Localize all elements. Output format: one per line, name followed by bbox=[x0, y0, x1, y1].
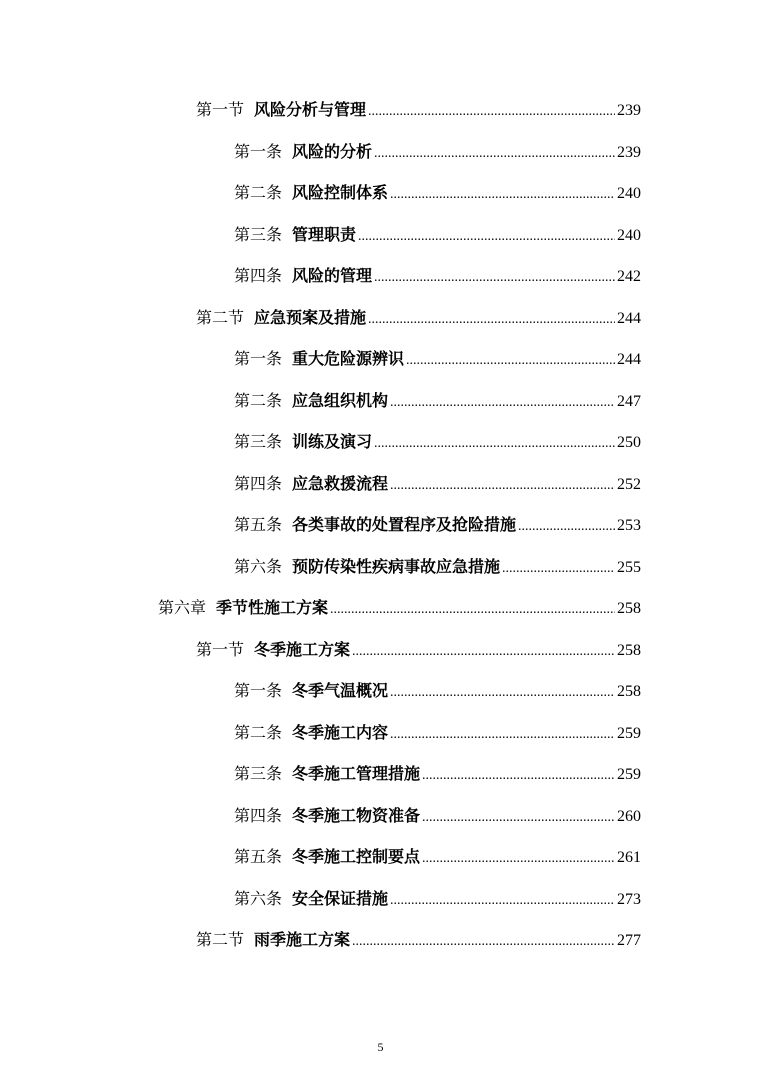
entry-prefix: 第三条 bbox=[234, 432, 283, 451]
toc-entry[interactable] bbox=[234, 468, 641, 500]
dot-leader bbox=[422, 843, 615, 875]
entry-page-number: 242 bbox=[617, 268, 641, 285]
entry-title: 管理职责 bbox=[292, 225, 357, 244]
entry-page-number: 239 bbox=[617, 144, 641, 161]
entry-page-number: 258 bbox=[617, 600, 641, 617]
entry-title: 冬季施工物资准备 bbox=[292, 806, 421, 825]
entry-prefix: 第五条 bbox=[234, 847, 283, 866]
entry-prefix: 第六章 bbox=[158, 598, 207, 617]
dot-leader bbox=[368, 304, 615, 336]
entry-prefix: 第一条 bbox=[234, 681, 283, 700]
entry-title: 风险分析与管理 bbox=[254, 100, 367, 119]
entry-page-number: 259 bbox=[617, 766, 641, 783]
entry-prefix: 第六条 bbox=[234, 889, 283, 908]
entry-prefix: 第二条 bbox=[234, 723, 283, 742]
entry-prefix: 第二节 bbox=[196, 308, 245, 327]
dot-leader bbox=[352, 926, 615, 958]
dot-leader bbox=[352, 636, 615, 668]
entry-prefix: 第二条 bbox=[234, 183, 283, 202]
dot-leader bbox=[358, 221, 615, 253]
toc-entry[interactable] bbox=[196, 94, 641, 126]
entry-page-number: 258 bbox=[617, 642, 641, 659]
entry-title: 训练及演习 bbox=[292, 432, 373, 451]
entry-title: 风险的分析 bbox=[292, 142, 373, 161]
toc-entry[interactable] bbox=[234, 675, 641, 707]
entry-title: 应急预案及措施 bbox=[254, 308, 367, 327]
dot-leader bbox=[390, 470, 615, 502]
dot-leader bbox=[374, 138, 615, 170]
toc-entry[interactable] bbox=[196, 634, 641, 666]
dot-leader bbox=[374, 262, 615, 294]
dot-leader bbox=[390, 885, 615, 917]
entry-title: 冬季施工方案 bbox=[254, 640, 351, 659]
entry-prefix: 第一节 bbox=[196, 640, 245, 659]
toc-entry[interactable] bbox=[234, 883, 641, 915]
entry-page-number: 240 bbox=[617, 185, 641, 202]
dot-leader bbox=[330, 594, 615, 626]
entry-title: 雨季施工方案 bbox=[254, 930, 351, 949]
entry-title: 风险控制体系 bbox=[292, 183, 389, 202]
entry-page-number: 277 bbox=[617, 932, 641, 949]
dot-leader bbox=[502, 553, 615, 585]
toc-entry[interactable] bbox=[234, 343, 641, 375]
toc-entry[interactable] bbox=[234, 758, 641, 790]
entry-page-number: 273 bbox=[617, 891, 641, 908]
dot-leader bbox=[422, 760, 615, 792]
entry-page-number: 261 bbox=[617, 849, 641, 866]
toc-entry[interactable] bbox=[234, 800, 641, 832]
dot-leader bbox=[390, 677, 615, 709]
toc-entry[interactable] bbox=[158, 592, 641, 624]
entry-page-number: 258 bbox=[617, 683, 641, 700]
entry-page-number: 244 bbox=[617, 310, 641, 327]
toc-entry[interactable] bbox=[234, 717, 641, 749]
entry-title: 重大危险源辨识 bbox=[292, 349, 405, 368]
toc-entry[interactable] bbox=[234, 260, 641, 292]
entry-title: 冬季施工内容 bbox=[292, 723, 389, 742]
entry-page-number: 239 bbox=[617, 102, 641, 119]
toc-entry[interactable] bbox=[234, 841, 641, 873]
dot-leader bbox=[374, 428, 615, 460]
entry-prefix: 第一节 bbox=[196, 100, 245, 119]
entry-prefix: 第四条 bbox=[234, 806, 283, 825]
entry-page-number: 240 bbox=[617, 227, 641, 244]
toc-entry[interactable] bbox=[234, 509, 641, 541]
entry-prefix: 第一条 bbox=[234, 142, 283, 161]
entry-page-number: 260 bbox=[617, 808, 641, 825]
entry-prefix: 第二条 bbox=[234, 391, 283, 410]
entry-prefix: 第一条 bbox=[234, 349, 283, 368]
entry-title: 冬季气温概况 bbox=[292, 681, 389, 700]
dot-leader bbox=[368, 96, 615, 128]
entry-page-number: 255 bbox=[617, 559, 641, 576]
entry-title: 应急组织机构 bbox=[292, 391, 389, 410]
entry-prefix: 第三条 bbox=[234, 764, 283, 783]
dot-leader bbox=[518, 511, 615, 543]
dot-leader bbox=[390, 179, 615, 211]
toc-entry[interactable] bbox=[196, 302, 641, 334]
entry-title: 冬季施工控制要点 bbox=[292, 847, 421, 866]
entry-title: 应急救援流程 bbox=[292, 474, 389, 493]
toc-entry[interactable] bbox=[196, 924, 641, 956]
entry-page-number: 252 bbox=[617, 476, 641, 493]
dot-leader bbox=[390, 719, 615, 751]
toc-entry[interactable] bbox=[234, 385, 641, 417]
entry-title: 季节性施工方案 bbox=[216, 598, 329, 617]
dot-leader bbox=[422, 802, 615, 834]
entry-prefix: 第六条 bbox=[234, 557, 283, 576]
toc-entry[interactable] bbox=[234, 219, 641, 251]
entry-prefix: 第三条 bbox=[234, 225, 283, 244]
entry-title: 安全保证措施 bbox=[292, 889, 389, 908]
toc-entry[interactable] bbox=[234, 177, 641, 209]
toc-entry[interactable] bbox=[234, 551, 641, 583]
toc-entry[interactable] bbox=[234, 426, 641, 458]
entry-page-number: 244 bbox=[617, 351, 641, 368]
entry-prefix: 第二节 bbox=[196, 930, 245, 949]
entry-prefix: 第五条 bbox=[234, 515, 283, 534]
entry-title: 风险的管理 bbox=[292, 266, 373, 285]
entry-page-number: 253 bbox=[617, 517, 641, 534]
page-number: 5 bbox=[377, 1040, 384, 1054]
entry-title: 各类事故的处置程序及抢险措施 bbox=[292, 515, 517, 534]
toc-entry[interactable] bbox=[234, 136, 641, 168]
entry-prefix: 第四条 bbox=[234, 266, 283, 285]
entry-prefix: 第四条 bbox=[234, 474, 283, 493]
entry-page-number: 259 bbox=[617, 725, 641, 742]
entry-page-number: 247 bbox=[617, 393, 641, 410]
entry-title: 预防传染性疾病事故应急措施 bbox=[292, 557, 501, 576]
entry-title: 冬季施工管理措施 bbox=[292, 764, 421, 783]
entry-page-number: 250 bbox=[617, 434, 641, 451]
dot-leader bbox=[390, 387, 615, 419]
dot-leader bbox=[406, 345, 615, 377]
